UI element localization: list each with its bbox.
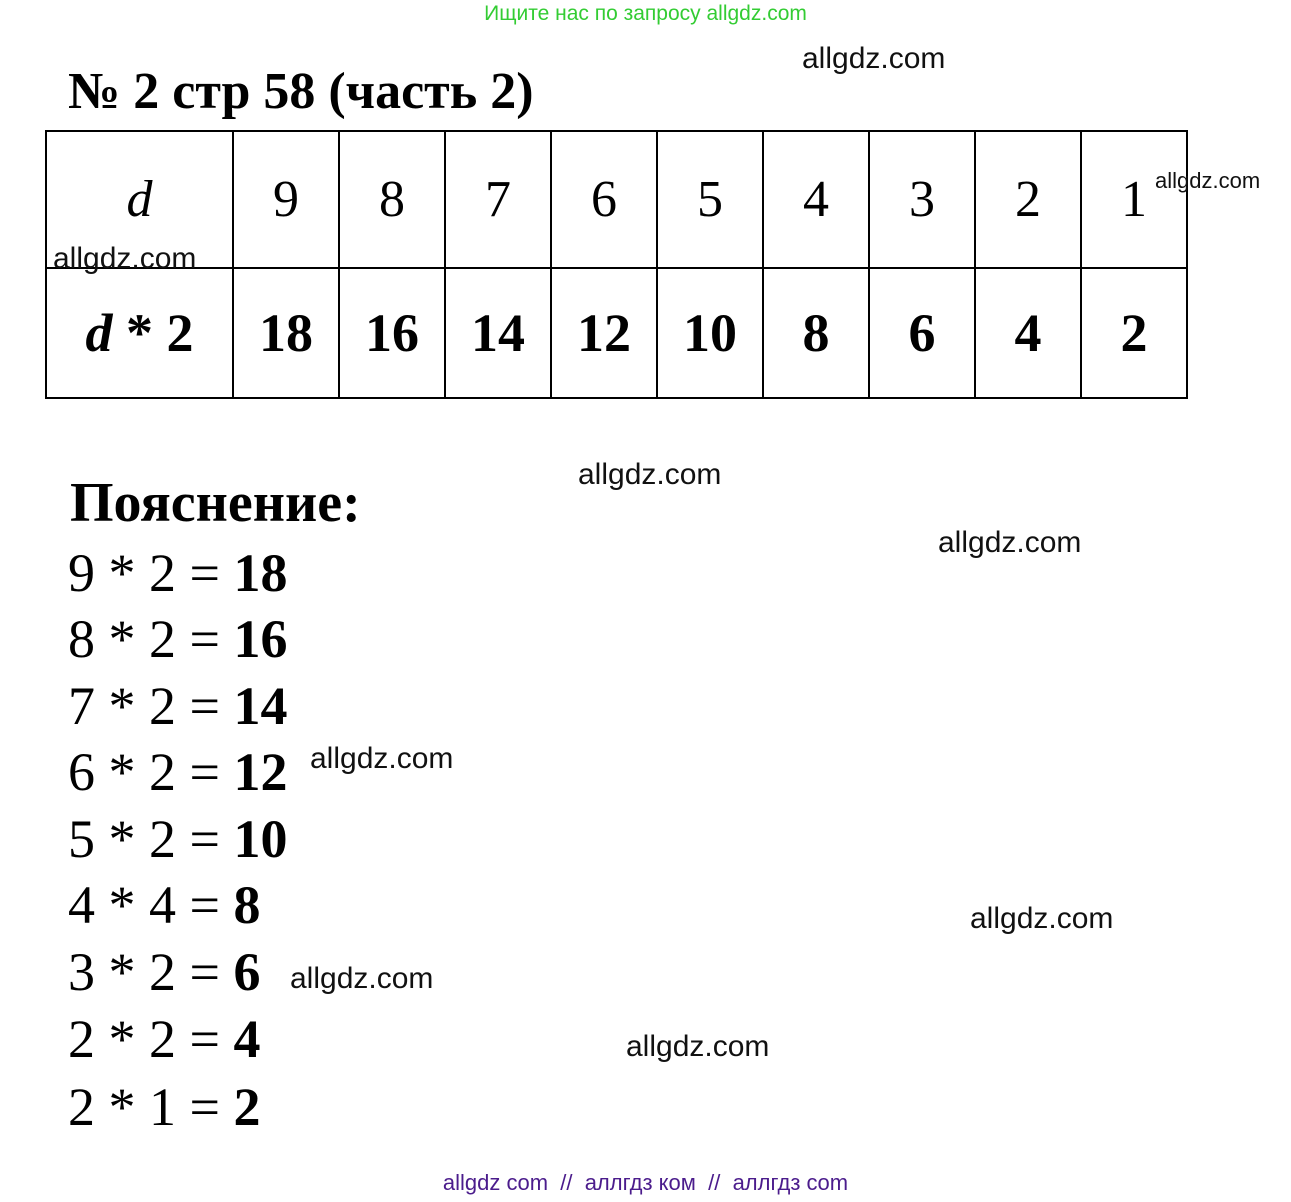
explanation-line bbox=[68, 609, 288, 669]
equation-result: 4 bbox=[233, 1009, 261, 1069]
result-cell: 6 bbox=[869, 268, 975, 398]
explanation-line bbox=[68, 1009, 261, 1069]
equation-expression: 2 * 1 = bbox=[68, 1077, 234, 1137]
explanation-heading: Пояснение: bbox=[70, 472, 361, 534]
result-cell: 16 bbox=[339, 268, 445, 398]
result-cell: 4 bbox=[975, 268, 1081, 398]
explanation-line bbox=[68, 809, 288, 869]
explanation-line bbox=[68, 942, 261, 1002]
equation-expression: 9 * 2 = bbox=[68, 543, 234, 603]
equation-expression: 7 * 2 = bbox=[68, 676, 234, 736]
equation-result: 18 bbox=[233, 543, 288, 603]
watermark: allgdz.com bbox=[310, 742, 454, 775]
watermark: allgdz.com bbox=[938, 526, 1082, 559]
d-value-cell: 8 bbox=[339, 131, 445, 268]
page-title: № 2 стр 58 (часть 2) bbox=[68, 63, 534, 120]
top-banner[interactable]: Ищите нас по запросу allgdz.com bbox=[484, 2, 807, 25]
explanation-line bbox=[68, 676, 288, 736]
equation-result: 6 bbox=[233, 942, 261, 1002]
equation-result: 2 bbox=[233, 1077, 261, 1137]
explanation-line bbox=[68, 543, 288, 603]
result-cell: 12 bbox=[551, 268, 657, 398]
equation-result: 16 bbox=[233, 609, 288, 669]
equation-expression: 3 * 2 = bbox=[68, 942, 234, 1002]
watermark: allgdz.com bbox=[290, 962, 434, 995]
watermark: allgdz.com bbox=[53, 242, 197, 275]
equation-result: 14 bbox=[233, 676, 288, 736]
watermark: allgdz.com bbox=[626, 1030, 770, 1063]
label-operation: * 2 bbox=[112, 303, 194, 363]
equation-expression: 5 * 2 = bbox=[68, 809, 234, 869]
d-value-cell: 3 bbox=[869, 131, 975, 268]
equation-result: 8 bbox=[233, 875, 261, 935]
row-label-d: d bbox=[46, 131, 233, 268]
equation-expression: 8 * 2 = bbox=[68, 609, 234, 669]
equation-result: 12 bbox=[233, 742, 288, 802]
label-variable: d bbox=[85, 303, 113, 363]
table-row-d-times-2 bbox=[46, 268, 1187, 398]
d-value-cell: 6 bbox=[551, 131, 657, 268]
d-value-cell: 1 bbox=[1081, 131, 1187, 268]
d-value-cell: 7 bbox=[445, 131, 551, 268]
explanation-line bbox=[68, 1077, 261, 1137]
result-cell: 10 bbox=[657, 268, 763, 398]
row-label-d-times-2 bbox=[46, 268, 233, 398]
d-value-cell: 5 bbox=[657, 131, 763, 268]
equation-result: 10 bbox=[233, 809, 288, 869]
d-value-cell: 2 bbox=[975, 131, 1081, 268]
d-value-cell: 9 bbox=[233, 131, 339, 268]
result-cell: 2 bbox=[1081, 268, 1187, 398]
watermark: allgdz.com bbox=[802, 42, 946, 75]
equation-expression: 6 * 2 = bbox=[68, 742, 234, 802]
watermark: allgdz.com bbox=[578, 458, 722, 491]
result-cell: 8 bbox=[763, 268, 869, 398]
footer-links[interactable]: allgdz com // аллгдз ком // аллгдз com bbox=[442, 1170, 849, 1195]
values-table bbox=[45, 130, 1188, 399]
watermark: allgdz.com bbox=[970, 902, 1114, 935]
result-cell: 14 bbox=[445, 268, 551, 398]
explanation-line bbox=[68, 875, 261, 935]
explanation-line bbox=[68, 742, 288, 802]
d-value-cell: 4 bbox=[763, 131, 869, 268]
equation-expression: 2 * 2 = bbox=[68, 1009, 234, 1069]
result-cell: 18 bbox=[233, 268, 339, 398]
equation-expression: 4 * 4 = bbox=[68, 875, 234, 935]
watermark: allgdz.com bbox=[1155, 168, 1261, 193]
table-row-d bbox=[46, 131, 1187, 268]
